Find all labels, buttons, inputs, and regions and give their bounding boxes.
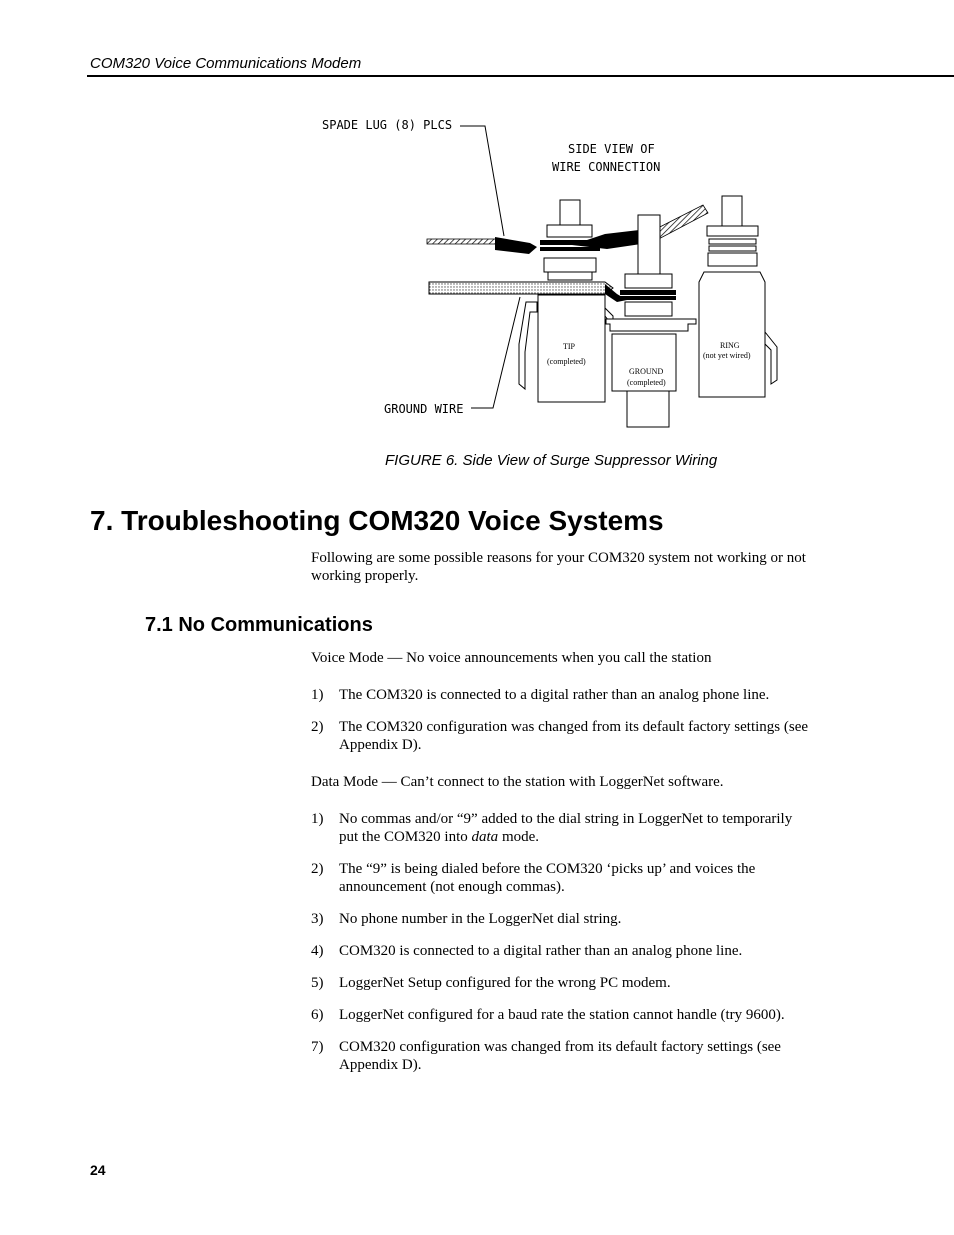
tip-nut-bottom: [544, 258, 596, 272]
list-item-text: The “9” is being dialed before the COM320 ‘picks up’ and voices the announcement (not enough commas).: [339, 861, 756, 895]
figure-caption: FIGURE 6. Side View of Surge Suppressor Wiring: [385, 452, 718, 469]
section-intro: Following are some possible reasons for your COM320 system not working or not working properly.: [311, 550, 806, 584]
tip-status: (completed): [547, 357, 586, 366]
data-mode-list: [311, 810, 811, 1074]
ground-wire: [429, 282, 613, 294]
running-header: COM320 Voice Communications Modem: [90, 55, 362, 72]
side-view-label-line2: WIRE CONNECTION: [552, 160, 661, 174]
list-item-text: No phone number in the LoggerNet dial string.: [339, 911, 622, 927]
list-item-number: 2): [311, 719, 324, 735]
list-item-text: The COM320 is connected to a digital rather than an analog phone line.: [339, 687, 770, 703]
ring-nut-bottom: [708, 253, 757, 266]
ring-clip: [765, 332, 777, 384]
tip-nut-top: [547, 225, 592, 237]
side-view-label-line1: SIDE VIEW OF: [568, 142, 655, 156]
ring-washer-2: [709, 246, 756, 251]
section-heading: 7. Troubleshooting COM320 Voice Systems: [90, 505, 664, 536]
list-item-text: COM320 is connected to a digital rather than an analog phone line.: [339, 943, 743, 959]
list-item: [311, 860, 811, 896]
ring-status: (not yet wired): [703, 351, 751, 360]
list-item-text: The COM320 configuration was changed from its default factory settings (see Appendix D).: [339, 719, 809, 753]
list-item: [311, 1038, 811, 1074]
list-item-text-part: No commas and/or “9” added to the dial string in LoggerNet to temporarily put the COM320 into: [339, 811, 793, 845]
data-mode-intro: Data Mode — Can’t connect to the station with LoggerNet software.: [311, 774, 724, 790]
list-item-number: 3): [311, 911, 324, 927]
ground-base: [627, 391, 669, 427]
list-item-text: LoggerNet Setup configured for the wrong PC modem.: [339, 975, 671, 991]
ground-washer: [620, 290, 676, 295]
list-item: [311, 1006, 811, 1024]
list-item: [311, 810, 811, 846]
ground-wire-label: GROUND WIRE: [384, 402, 464, 416]
list-item: [311, 942, 811, 960]
spade-lug-leader: [460, 126, 504, 236]
upper-wire-left: [427, 239, 499, 244]
wiring-diagram: [315, 112, 795, 437]
list-item-text: COM320 configuration was changed from its default factory settings (see Appendix D).: [339, 1039, 781, 1073]
tip-side-hook: [519, 302, 537, 389]
ground-nut-bottom: [625, 302, 672, 316]
ground-label: GROUND: [629, 367, 664, 376]
ring-body: [699, 272, 765, 397]
header-rule: [87, 75, 954, 77]
list-item-number: 4): [311, 943, 324, 959]
list-item: [311, 718, 811, 754]
ring-stud: [722, 196, 742, 228]
list-item: [311, 686, 811, 704]
figure-surge-suppressor-wiring: [315, 112, 795, 437]
tip-collar: [548, 272, 592, 280]
voice-mode-intro: Voice Mode — No voice announcements when you call the station: [311, 650, 712, 666]
ring-label: RING: [720, 341, 740, 350]
list-item-number: 6): [311, 1007, 324, 1023]
list-item-number: 1): [311, 811, 324, 827]
ground-washer-2: [620, 296, 676, 300]
subsection-heading: 7.1 No Communications: [145, 614, 373, 636]
list-item-text: LoggerNet configured for a baud rate the station cannot handle (try 9600).: [339, 1007, 785, 1023]
ground-nut-top: [625, 274, 672, 288]
ring-nut-top: [707, 226, 758, 236]
list-item-text: [339, 810, 811, 846]
tip-washer-2: [540, 247, 600, 251]
list-item-text-part: mode.: [498, 829, 540, 845]
list-item-number: 5): [311, 975, 324, 991]
page-number: 24: [90, 1162, 106, 1178]
ground-status: (completed): [627, 378, 666, 387]
tip-label: TIP: [563, 342, 575, 351]
ground-stud: [638, 215, 660, 278]
ground-bracket: [606, 319, 696, 331]
list-item-number: 1): [311, 687, 324, 703]
ground-wire-leader: [471, 297, 520, 408]
list-item: [311, 974, 811, 992]
list-item-number: 2): [311, 861, 324, 877]
spade-lug-left: [495, 237, 537, 254]
ring-washer: [709, 239, 756, 244]
tip-washer: [540, 240, 600, 245]
list-item: [311, 910, 811, 928]
spade-lug-label: SPADE LUG (8) PLCS: [322, 118, 453, 132]
voice-mode-list: [311, 686, 811, 754]
data-mode-emphasis: data: [471, 829, 499, 845]
list-item-number: 7): [311, 1039, 324, 1055]
